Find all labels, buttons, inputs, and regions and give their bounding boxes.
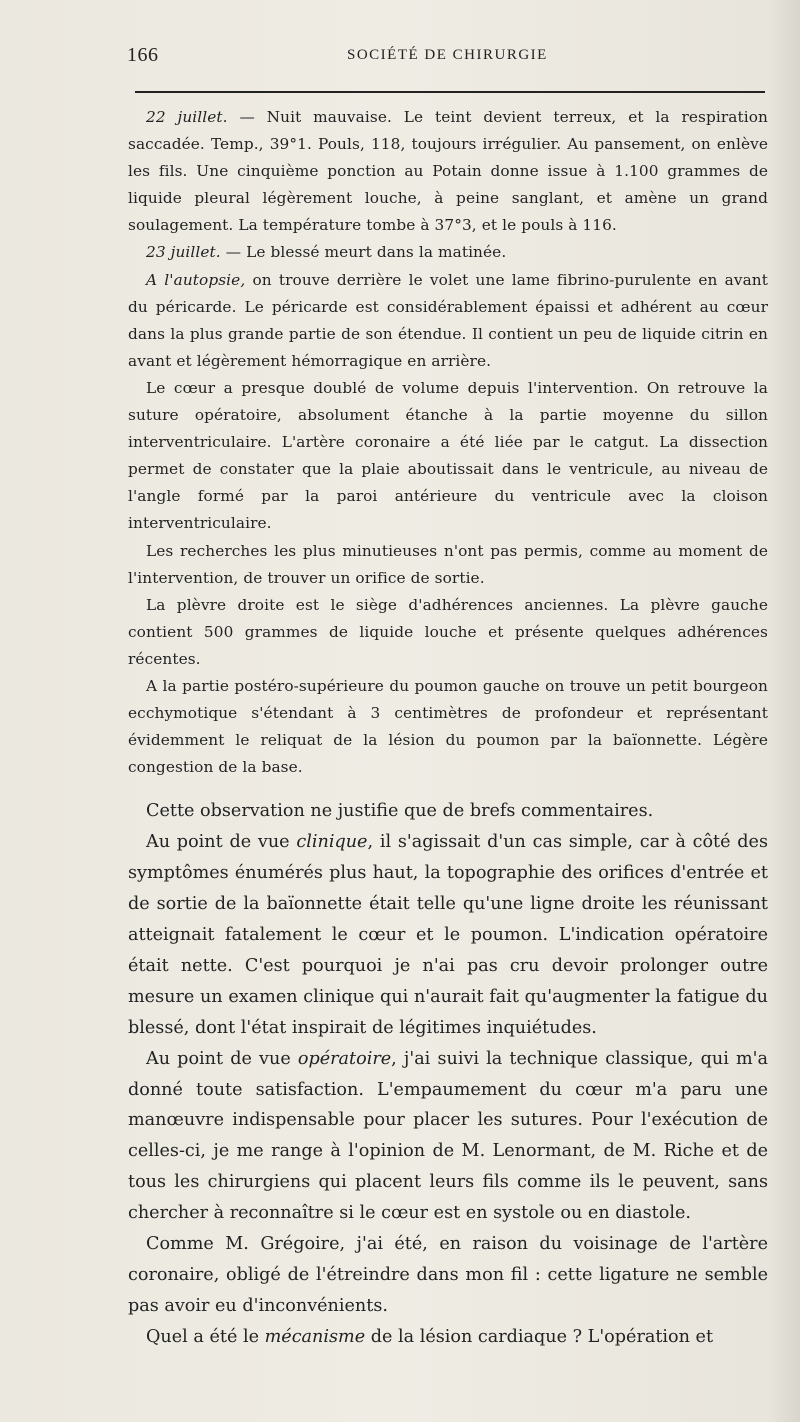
paragraph-text: , il s'agissait d'un cas simple, car à côté des symptômes énumérés plus haut, la topographie des orifices d'entrée et de sortie de la baïonnette était telle qu'une ligne droite les réunissant atteignait fatalement le cœur et le poumon. L'indication opératoire était nette. C'est pourquoi je n'ai pas cru devoir prolonger outre mesure un examen clinique qui n'aurait fait qu'augmenter la fatigue du blessé, dont l'état inspirait de légitimes inquiétudes. — [128, 832, 768, 1038]
autopsie-lead: A l'autopsie, — [146, 270, 246, 289]
italic-term: opératoire — [297, 1048, 392, 1069]
paragraph-text: Quel a été le — [146, 1326, 265, 1347]
paragraph-text: Au point de vue — [146, 832, 297, 853]
paragraph-coeur — [128, 375, 768, 538]
paragraph-text: La plèvre droite est le siège d'adhérences anciennes. La plèvre gauche contient 500 grammes de liquide louche et présente quelques adhérences récentes. — [128, 595, 768, 668]
date-lead: 22 juillet. — [146, 108, 228, 126]
paragraph-text: , j'ai suivi la technique classique, qui m'a donné toute satisfaction. L'empaumement du cœur m'a paru une manœuvre indispensable pour placer les sutures. Pour l'exécution de celles-ci, je me range à l'opinion de M. Lenormant, de M. Riche et de tous les chirurgiens qui placent leurs fils comme ils le peuvent, sans chercher à reconnaître si le cœur est en systole ou en diastole. — [128, 1048, 768, 1224]
paragraph-text: Le cœur a presque doublé de volume depuis l'intervention. On retrouve la suture opératoire, absolument étanche à la partie moyenne du sillon interventriculaire. L'artère coronaire a été liée par le catgut. La dissection permet de constater que la plaie aboutissait dans le ventricule, au niveau de l'angle formé par la paroi antérieure du ventricule avec la cloison interventriculaire. — [128, 378, 768, 533]
paragraph-text: A la partie postéro-supérieure du poumon gauche on trouve un petit bourgeon ecchymotique s'étendant à 3 centimètres de profondeur et représentant évidemment le reliquat de la lésion du poumon par la baïonnette. Légère congestion de la base. — [128, 676, 768, 777]
body-text — [128, 104, 768, 1353]
paragraph-text: de la lésion cardiaque ? L'opération et — [365, 1326, 714, 1347]
paragraph-text: Cette observation ne justifie que de brefs commentaires. — [146, 801, 654, 822]
running-head: SOCIÉTÉ DE CHIRURGIE — [347, 47, 548, 63]
section-gap — [128, 781, 768, 796]
paragraph-text: — Le blessé meurt dans la matinée. — [220, 243, 507, 262]
italic-term: mécanisme — [264, 1326, 366, 1347]
paragraph-22-juillet — [128, 104, 768, 239]
date-lead: 23 juillet. — [146, 243, 221, 262]
header-rule — [135, 91, 765, 93]
paragraph-text: Les recherches les plus minutieuses n'ont pas permis, comme au moment de l'intervention, de trouver un orifice de sortie. — [128, 541, 768, 587]
paragraph-23-juillet — [128, 239, 768, 266]
paragraph-text: Au point de vue — [146, 1048, 298, 1069]
paragraph-gregoire — [128, 1229, 768, 1322]
page-number: 166 — [127, 44, 159, 66]
page-header — [127, 44, 767, 74]
paragraph-clinique — [128, 827, 768, 1043]
paragraph-text: — Nuit mauvaise. Le teint devient terreux, et la respiration saccadée. Temp., 39°1. Pouls, 118, toujours irrégulier. Au pansement, on enlève les fils. Une cinquième ponction au Potain donne issue à 1.100 grammes de liquide pleural légèrement louche, à peine sanglant, et amène un grand soulagement. La température tombe à 37°3, et le pouls à 116. — [128, 108, 768, 235]
paragraph-autopsie — [128, 267, 768, 375]
paragraph-text: Comme M. Grégoire, j'ai été, en raison du voisinage de l'artère coronaire, obligé de l'étreindre dans mon fil : cette ligature ne semble pas avoir eu d'inconvénients. — [128, 1234, 768, 1316]
paragraph-operatoire — [128, 1044, 768, 1229]
paragraph-poumon — [128, 673, 768, 781]
paragraph-recherches — [128, 538, 768, 592]
paragraph-plevre — [128, 592, 768, 673]
paragraph-observation — [128, 796, 768, 827]
paragraph-text: on trouve derrière le volet une lame fibrino-purulente en avant du péricarde. Le péricarde est considérablement épaissi et adhérent au cœur dans la plus grande partie de son étendue. Il contient un peu de liquide citrin en avant et légèrement hémorragique en arrière. — [128, 270, 768, 370]
paragraph-mecanisme — [128, 1322, 768, 1353]
italic-term: clinique — [296, 832, 368, 853]
